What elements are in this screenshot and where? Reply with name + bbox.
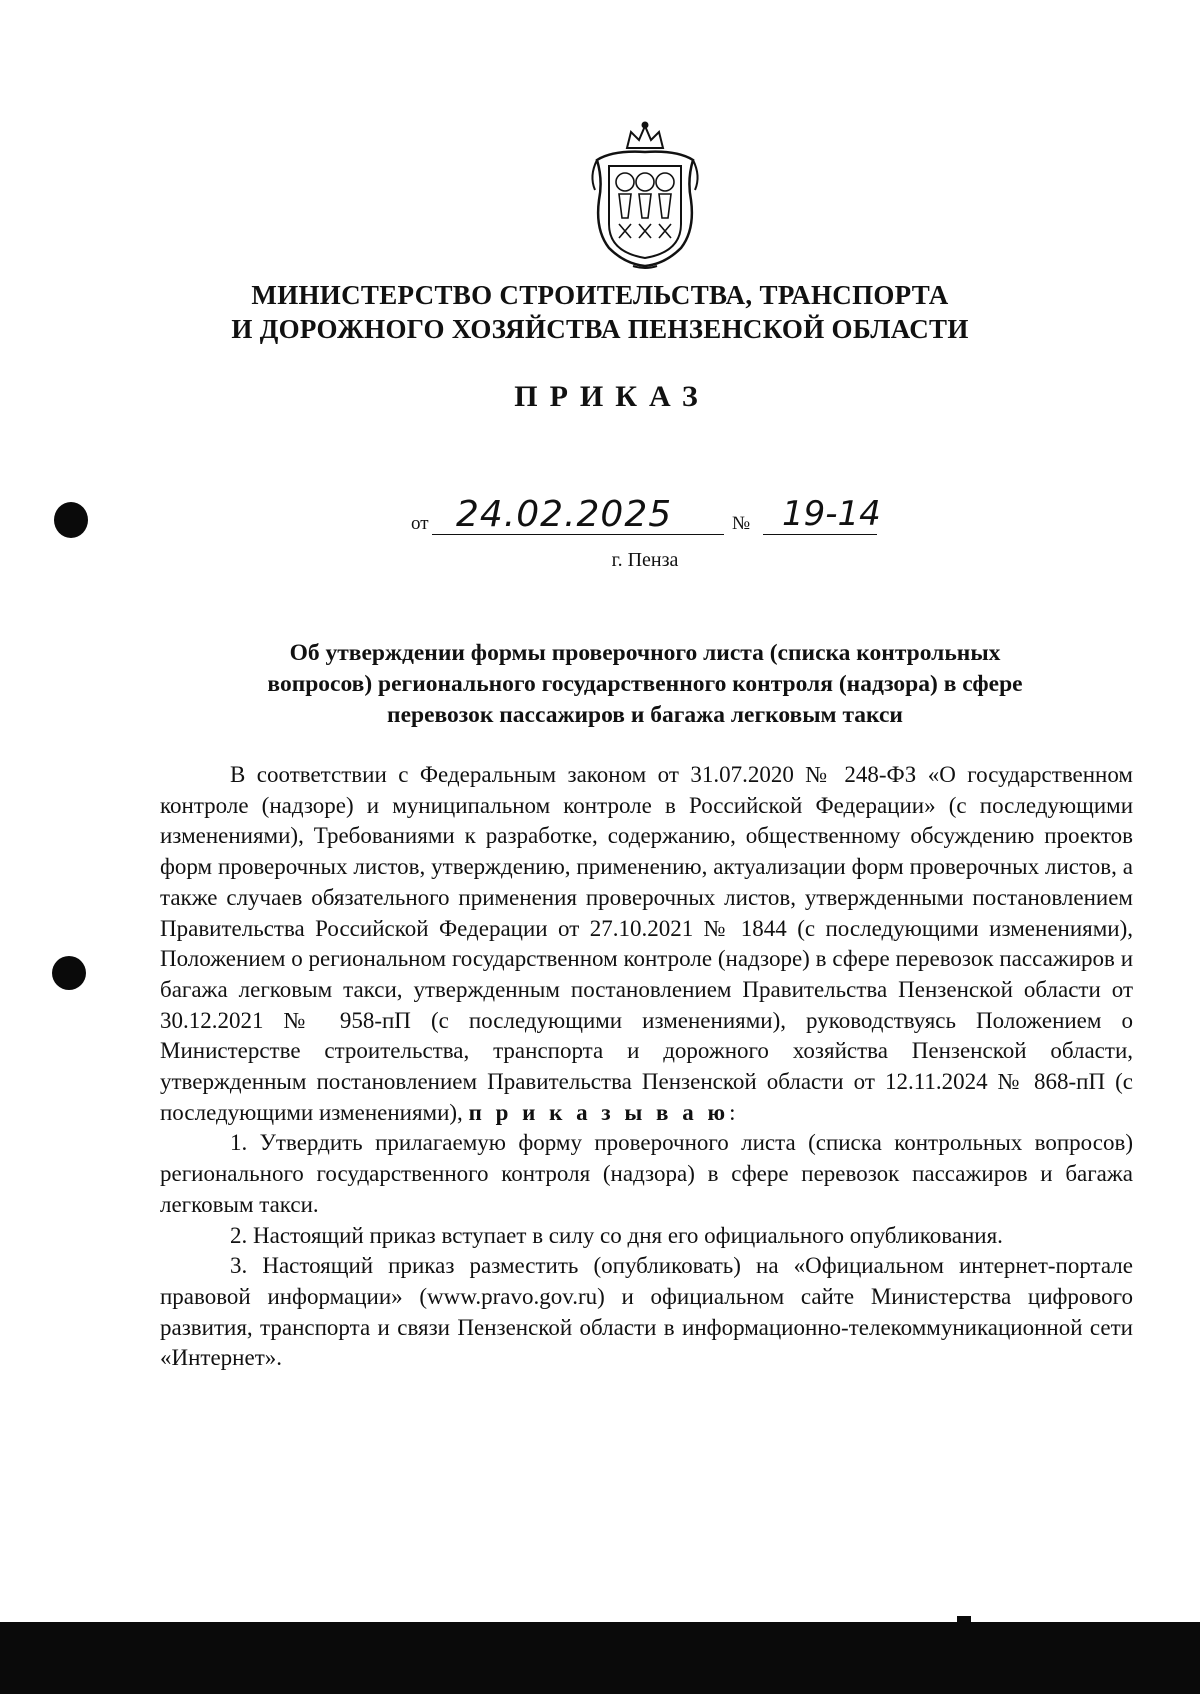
handwritten-date: 24.02.2025: [456, 494, 673, 535]
subject-line2: вопросов) регионального государственного контроля (надзора) в сфере: [267, 671, 1023, 697]
ministry-name-line2: И ДОРОЖНОГО ХОЗЯЙСТВА ПЕНЗЕНСКОЙ ОБЛАСТИ: [231, 314, 969, 344]
order-body: [160, 760, 1133, 1374]
date-number-line: [0, 494, 1200, 540]
order-keyword: п р и к а з ы в а ю: [468, 1099, 730, 1125]
ministry-name: [160, 278, 1040, 346]
preamble-text: В соответствии с Федеральным законом от 31.07.2020 № 248-ФЗ «О государственном контроле (надзоре) и муниципальном контроле в Российской Федерации» (с последующими изменениями), Требованиями к разработке, содержанию, общественному обсуждению проектов форм проверочных листов, утверждению, применению, актуализации форм проверочных листов, а также случаев обязательного применения проверочных листов, утвержденными постановлением Правительства Российской Федерации от 27.10.2021 № 1844 (с последующими изменениями), Положением о региональном государственном контроле (надзоре) в сфере перевозок пассажиров и багажа легковым такси, утвержденным постановлением Правительства Пензенской области от 30.12.2021 № 958-пП (с последующими изменениями), руководствуясь Положением о Министерстве строительства, транспорта и дорожного хозяйства Пензенской области, утвержденным постановлением Правительства Пензенской области от 12.11.2024 № 868-пП (с последующими изменениями),: [160, 762, 1133, 1125]
coat-of-arms-emblem: [583, 120, 707, 270]
handwritten-number: 19-14: [782, 494, 881, 534]
date-prefix: от: [411, 513, 429, 534]
scan-bottom-border: [0, 1622, 1200, 1694]
order-item-2: 2. Настоящий приказ вступает в силу со дня его официального опубликования.: [230, 1222, 1003, 1248]
punch-hole-bottom: [52, 956, 86, 990]
number-prefix: №: [732, 513, 751, 534]
city-label: г. Пенза: [611, 549, 679, 571]
order-item-1: 1. Утвердить прилагаемую форму проверочного листа (списка контрольных вопросов) регионального государственного контроля (надзора) в сфере перевозок пассажиров и багажа легковым такси.: [160, 1130, 1133, 1217]
subject-line3: перевозок пассажиров и багажа легковым такси: [387, 702, 903, 728]
order-keyword-colon: :: [729, 1099, 736, 1125]
document-type-title: ПРИКАЗ: [514, 380, 710, 413]
ministry-name-line1: МИНИСТЕРСТВО СТРОИТЕЛЬСТВА, ТРАНСПОРТА: [251, 280, 949, 310]
preamble-paragraph: [160, 760, 1133, 1128]
order-item-3: 3. Настоящий приказ разместить (опубликовать) на «Официальном интернет-портале правовой информации» (www.pravo.gov.ru) и официальном сайте Министерства цифрового развития, транспорта и связи Пензенской области в информационно-телекоммуникационной сети «Интернет».: [160, 1253, 1133, 1371]
number-underline: [763, 534, 877, 535]
subject-line1: Об утверждении формы проверочного листа (списка контрольных: [289, 640, 1001, 666]
order-subject: [150, 638, 1140, 731]
